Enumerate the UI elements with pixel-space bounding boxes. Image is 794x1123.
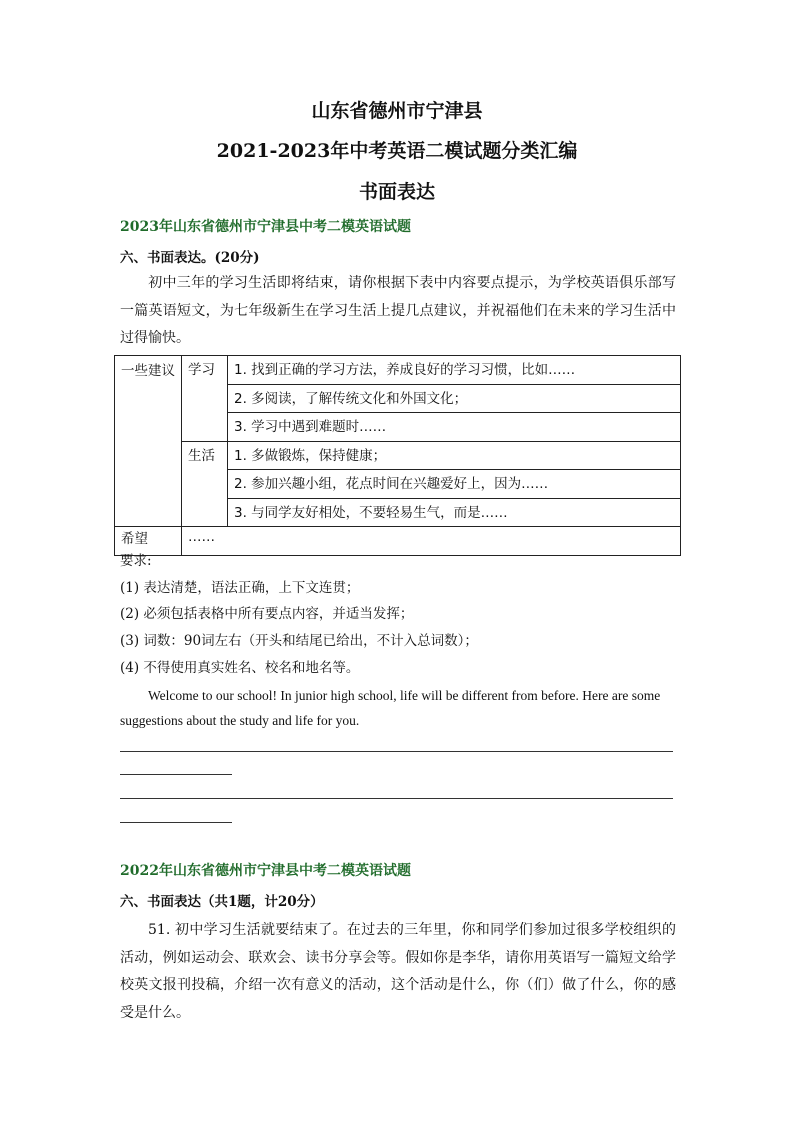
- requirement-item: (3) 词数：90词左右（开头和结尾已给出，不计入总词数）；: [120, 633, 478, 649]
- table-hope-value: ……: [182, 527, 681, 556]
- requirement-item: (4) 不得使用真实姓名、校名和地名等。: [120, 660, 360, 676]
- table-study-label: 学习: [182, 356, 228, 442]
- table-cell: 2. 多阅读，了解传统文化和外国文化；: [228, 384, 681, 413]
- requirements-label: 要求:: [120, 553, 152, 569]
- section-2023-heading: 2023年山东省德州市宁津县中考二模英语试题: [120, 219, 411, 235]
- section-2023-prompt: [120, 270, 676, 353]
- table-cell: 2. 参加兴趣小组，花点时间在兴趣爱好上，因为……: [228, 470, 681, 499]
- prompt-text: 初中三年的学习生活即将结束，请你根据下表中内容要点提示，为学校英语俱乐部写一篇英语短文，为七年级新生在学习生活上提几点建议，并祝福他们在未来的学习生活中过得愉快。: [120, 275, 676, 346]
- doc-title-region: 山东省德州市宁津县: [311, 100, 483, 122]
- section-2022-prompt: [120, 917, 676, 1027]
- english-opening-text: Welcome to our school! In junior high school, life will be different from before. Here are some suggestions about the study and life for you.: [120, 688, 661, 728]
- table-cell: 1. 找到正确的学习方法，养成良好的学习习惯，比如……: [228, 356, 681, 385]
- table-suggest-label: 一些建议: [115, 356, 182, 527]
- requirement-item: (1) 表达清楚，语法正确，上下文连贯；: [120, 580, 360, 596]
- section-2022-subheading: 六、书面表达（共1题，计20分）: [120, 894, 324, 910]
- table-cell: 3. 与同学友好相处，不要轻易生气，而是……: [228, 498, 681, 527]
- doc-title-topic: 书面表达: [358, 181, 435, 203]
- english-opening: [120, 683, 676, 733]
- requirement-item: (2) 必须包括表格中所有要点内容，并适当发挥；: [120, 606, 414, 622]
- answer-line: [120, 798, 673, 799]
- table-cell: 3. 学习中遇到难题时……: [228, 413, 681, 442]
- table-hope-label: 希望: [115, 527, 182, 556]
- section-2022-heading: 2022年山东省德州市宁津县中考二模英语试题: [120, 863, 411, 879]
- section-2023-subheading: 六、书面表达。(20分): [120, 250, 260, 266]
- prompt-text: 51. 初中学习生活就要结束了。在过去的三年里，你和同学们参加过很多学校组织的活动，例如运动会、联欢会、读书分享会等。假如你是李华，请你用英语写一篇短文给学校英文报刊投稿，介绍一次有意义的活动，这个活动是什么，你（们）做了什么，你的感受是什么。: [120, 922, 676, 1021]
- answer-line: [120, 822, 232, 823]
- hints-table: [114, 355, 681, 556]
- doc-title-main: 2021-2023年中考英语二模试题分类汇编: [216, 140, 578, 162]
- table-life-label: 生活: [182, 441, 228, 527]
- table-cell: 1. 多做锻炼，保持健康；: [228, 441, 681, 470]
- answer-line: [120, 751, 673, 752]
- answer-line: [120, 774, 232, 775]
